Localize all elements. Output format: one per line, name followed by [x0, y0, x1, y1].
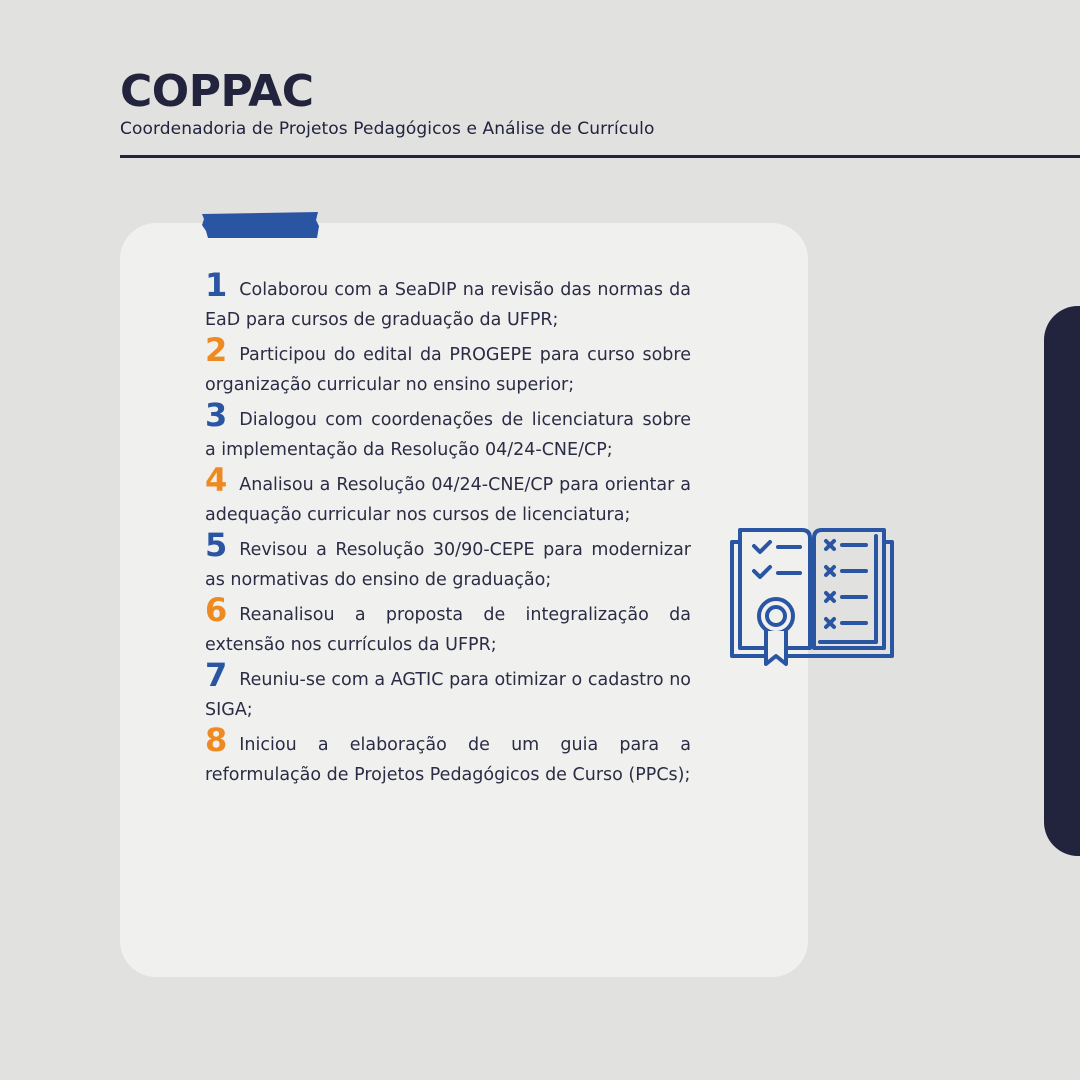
item-number: 2: [205, 331, 228, 369]
item-text: Iniciou a elaboração de um guia para a reformulação de Projetos Pedagógicos de Curso (PPCs);: [205, 735, 691, 785]
list-item: [205, 526, 691, 595]
side-tab-decoration: [1044, 306, 1080, 856]
item-number: 1: [205, 266, 228, 304]
list-item: [205, 331, 691, 400]
item-text: Reuniu-se com a AGTIC para otimizar o cadastro no SIGA;: [205, 670, 691, 720]
list-item: [205, 396, 691, 465]
item-text: Reanalisou a proposta de integralização da extensão nos currículos da UFPR;: [205, 605, 691, 655]
item-number: 3: [205, 396, 228, 434]
list-item: [205, 721, 691, 790]
item-number: 8: [205, 721, 228, 759]
open-book-checklist-certificate-icon: [728, 524, 896, 674]
page-subtitle: Coordenadoria de Projetos Pedagógicos e Análise de Currículo: [120, 119, 655, 139]
header-divider: [120, 155, 1080, 158]
achievements-list: [205, 266, 691, 790]
item-number: 4: [205, 461, 228, 499]
item-text: Participou do edital da PROGEPE para curso sobre organização curricular no ensino superior;: [205, 345, 691, 395]
list-item: [205, 461, 691, 530]
item-number: 6: [205, 591, 228, 629]
item-text: Revisou a Resolução 30/90-CEPE para modernizar as normativas do ensino de graduação;: [205, 540, 691, 590]
tape-decoration: [200, 211, 320, 239]
item-number: 7: [205, 656, 228, 694]
list-item: [205, 266, 691, 335]
list-item: [205, 591, 691, 660]
item-text: Colaborou com a SeaDIP na revisão das normas da EaD para cursos de graduação da UFPR;: [205, 280, 691, 330]
list-item: [205, 656, 691, 725]
item-text: Dialogou com coordenações de licenciatura sobre a implementação da Resolução 04/24-CNE/CP;: [205, 410, 691, 460]
item-number: 5: [205, 526, 228, 564]
item-text: Analisou a Resolução 04/24-CNE/CP para orientar a adequação curricular nos cursos de licenciatura;: [205, 475, 691, 525]
page-title: COPPAC: [120, 66, 314, 117]
